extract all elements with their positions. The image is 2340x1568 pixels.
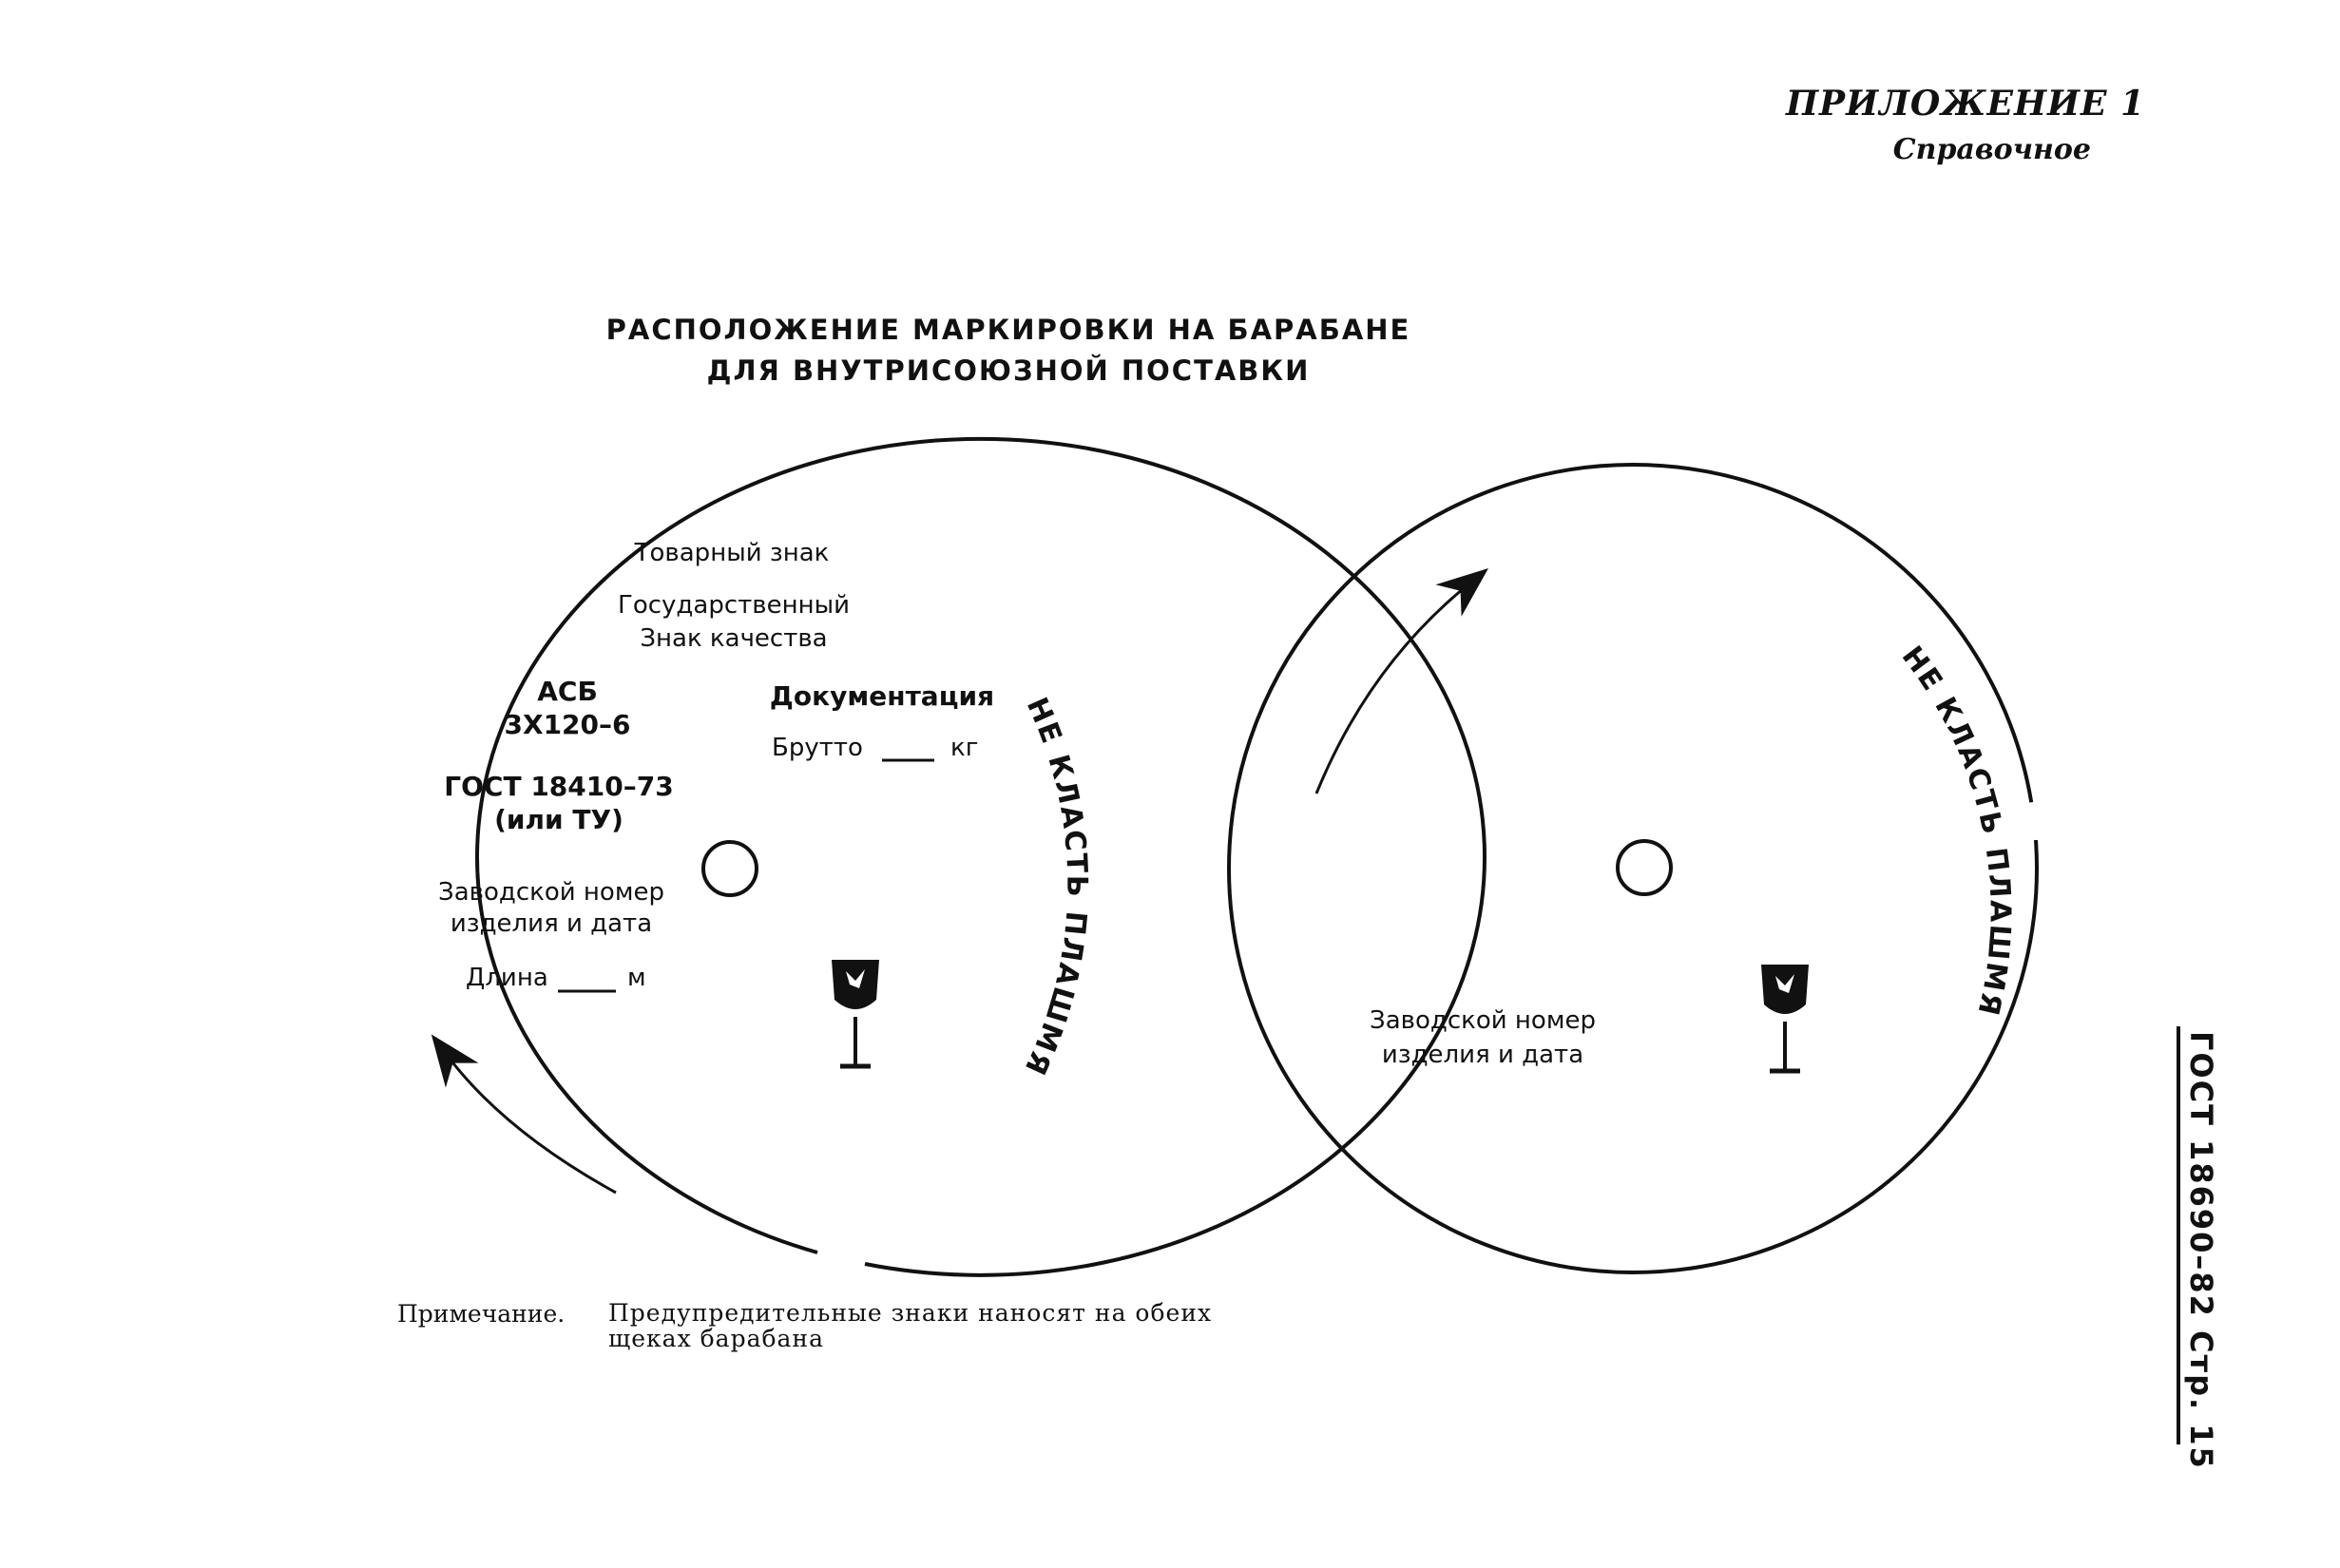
- note-text: Предупредительные знаки наносят на обеих щеках барабана: [608, 1299, 1213, 1352]
- right-serial-line2: изделия и дата: [1381, 1041, 1584, 1069]
- appendix-title: ПРИЛОЖЕНИЕ 1: [1785, 84, 2145, 124]
- standard-line1: ГОСТ 18410–73: [444, 771, 674, 802]
- figure-heading-line1: РАСПОЛОЖЕНИЕ МАРКИРОВКИ НА БАРАБАНЕ: [605, 314, 1411, 346]
- quality-mark-line2: Знак качества: [640, 624, 828, 653]
- standard-line2: (или ТУ): [494, 804, 623, 835]
- left-drum-outline: [477, 439, 1485, 1275]
- right-drum-hub: [1618, 841, 1671, 894]
- left-drum-hub: [703, 842, 757, 895]
- appendix-subtitle: Справочное: [1892, 133, 2091, 166]
- fragile-glass-icon: [832, 960, 879, 1066]
- length-label: Длина: [466, 964, 548, 992]
- note-label: Примечание.: [397, 1300, 566, 1328]
- product-line2: 3Х120–6: [504, 709, 631, 740]
- left-drum: [438, 439, 1485, 1275]
- right-fragile-glass-icon: [1761, 965, 1809, 1071]
- quality-mark-line1: Государственный: [617, 591, 851, 620]
- length-unit: м: [627, 964, 646, 992]
- figure-heading-line2: ДЛЯ ВНУТРИСОЮЗНОЙ ПОСТАВКИ: [706, 354, 1311, 387]
- serial-line1: Заводской номер: [438, 878, 664, 907]
- trademark-label: Товарный знак: [634, 539, 830, 567]
- serial-line2: изделия и дата: [450, 909, 653, 938]
- side-code-text: ГОСТ 18690–82 Стр. 15: [2183, 1031, 2219, 1470]
- documentation-label: Документация: [769, 680, 995, 712]
- side-rule: [2177, 1026, 2180, 1444]
- right-drum: [1229, 465, 2037, 1272]
- right-drum-outline: [1229, 465, 2037, 1272]
- gross-unit: кг: [950, 734, 979, 762]
- product-line1: АСБ: [537, 676, 598, 707]
- right-serial-line1: Заводской номер: [1370, 1006, 1596, 1035]
- right-warning-text: НЕ КЛАСТЬ ПЛАШМЯ: [1894, 640, 2017, 1021]
- gross-label: Брутто: [772, 734, 863, 762]
- side-code: [2181, 1031, 2219, 1470]
- left-warning-text: НЕ КЛАСТЬ ПЛАШМЯ: [1017, 692, 1094, 1081]
